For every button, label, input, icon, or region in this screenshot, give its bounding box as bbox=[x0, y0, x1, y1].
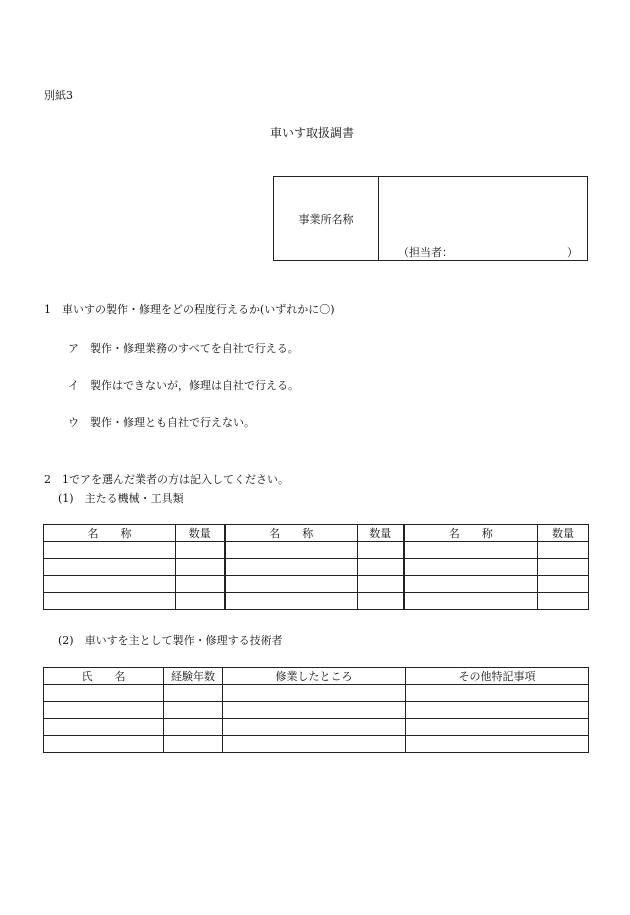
staff-header-training: 修業したところ bbox=[223, 668, 406, 685]
staff-header-name: 氏 名 bbox=[44, 668, 164, 685]
table-cell[interactable] bbox=[44, 593, 176, 610]
table-cell[interactable] bbox=[223, 719, 406, 736]
table-row bbox=[44, 593, 589, 610]
table-row bbox=[44, 576, 589, 593]
tools-header-name-2: 名 称 bbox=[225, 525, 358, 542]
table-cell[interactable] bbox=[358, 559, 404, 576]
tools-header-qty-1: 数量 bbox=[176, 525, 225, 542]
tools-header-qty-2: 数量 bbox=[358, 525, 404, 542]
staff-header-experience: 経験年数 bbox=[164, 668, 223, 685]
table-cell[interactable] bbox=[44, 559, 176, 576]
table-row bbox=[44, 736, 589, 753]
table-cell[interactable] bbox=[164, 736, 223, 753]
table-row bbox=[44, 685, 589, 702]
table-cell[interactable] bbox=[164, 702, 223, 719]
table-cell[interactable] bbox=[225, 576, 358, 593]
table-cell[interactable] bbox=[538, 576, 589, 593]
table-cell[interactable] bbox=[44, 685, 164, 702]
page-title: 車いす取扱調書 bbox=[270, 126, 355, 140]
table-cell[interactable] bbox=[44, 736, 164, 753]
table-cell[interactable] bbox=[538, 593, 589, 610]
table-cell[interactable] bbox=[225, 542, 358, 559]
table-row bbox=[44, 559, 589, 576]
staff-table bbox=[43, 667, 589, 753]
table-cell[interactable] bbox=[404, 559, 538, 576]
table-cell[interactable] bbox=[176, 542, 225, 559]
tools-table bbox=[43, 524, 589, 610]
table-cell[interactable] bbox=[404, 576, 538, 593]
question-1-heading: 1 車いすの製作・修理をどの程度行えるか(いずれかに〇) bbox=[44, 303, 335, 316]
table-cell[interactable] bbox=[406, 702, 589, 719]
question-2-sub2: (2) 車いすを主として製作・修理する技術者 bbox=[58, 634, 283, 647]
table-cell[interactable] bbox=[44, 576, 176, 593]
table-cell[interactable] bbox=[44, 702, 164, 719]
table-cell[interactable] bbox=[176, 576, 225, 593]
table-cell[interactable] bbox=[406, 736, 589, 753]
table-cell[interactable] bbox=[223, 702, 406, 719]
contact-suffix: ） bbox=[567, 246, 578, 259]
table-row bbox=[44, 702, 589, 719]
contact-prefix: （担当者： bbox=[398, 246, 453, 259]
table-cell[interactable] bbox=[538, 542, 589, 559]
table-cell[interactable] bbox=[176, 593, 225, 610]
table-cell[interactable] bbox=[223, 736, 406, 753]
table-cell[interactable] bbox=[164, 685, 223, 702]
staff-table-header-row bbox=[44, 668, 589, 685]
table-cell[interactable] bbox=[538, 559, 589, 576]
question-1-option-u: ウ 製作・修理とも自社で行えない。 bbox=[68, 416, 255, 429]
attachment-label: 別紙3 bbox=[44, 89, 73, 102]
table-cell[interactable] bbox=[44, 542, 176, 559]
table-cell[interactable] bbox=[358, 542, 404, 559]
table-cell[interactable] bbox=[406, 719, 589, 736]
tools-header-qty-3: 数量 bbox=[538, 525, 589, 542]
table-cell[interactable] bbox=[44, 719, 164, 736]
table-cell[interactable] bbox=[223, 685, 406, 702]
tools-table-header-row bbox=[44, 525, 589, 542]
table-row bbox=[44, 542, 589, 559]
question-2-sub1: (1) 主たる機械・工具類 bbox=[58, 492, 184, 505]
question-1-option-i: イ 製作はできないが，修理は自社で行える。 bbox=[68, 379, 299, 392]
table-cell[interactable] bbox=[404, 542, 538, 559]
table-cell[interactable] bbox=[164, 719, 223, 736]
table-cell[interactable] bbox=[176, 559, 225, 576]
staff-header-notes: その他特記事項 bbox=[406, 668, 589, 685]
office-name-box bbox=[273, 176, 588, 261]
question-2-heading: 2 1でアを選んだ業者の方は記入してください。 bbox=[44, 473, 289, 486]
tools-header-name-1: 名 称 bbox=[44, 525, 176, 542]
table-cell[interactable] bbox=[358, 593, 404, 610]
tools-header-name-3: 名 称 bbox=[404, 525, 538, 542]
table-cell[interactable] bbox=[225, 559, 358, 576]
table-cell[interactable] bbox=[225, 593, 358, 610]
office-name-label: 事業所名称 bbox=[274, 177, 379, 260]
table-cell[interactable] bbox=[358, 576, 404, 593]
table-row bbox=[44, 719, 589, 736]
table-cell[interactable] bbox=[404, 593, 538, 610]
contact-person-field[interactable] bbox=[398, 244, 578, 260]
table-cell[interactable] bbox=[406, 685, 589, 702]
question-1-option-a: ア 製作・修理業務のすべてを自社で行える。 bbox=[68, 342, 299, 355]
